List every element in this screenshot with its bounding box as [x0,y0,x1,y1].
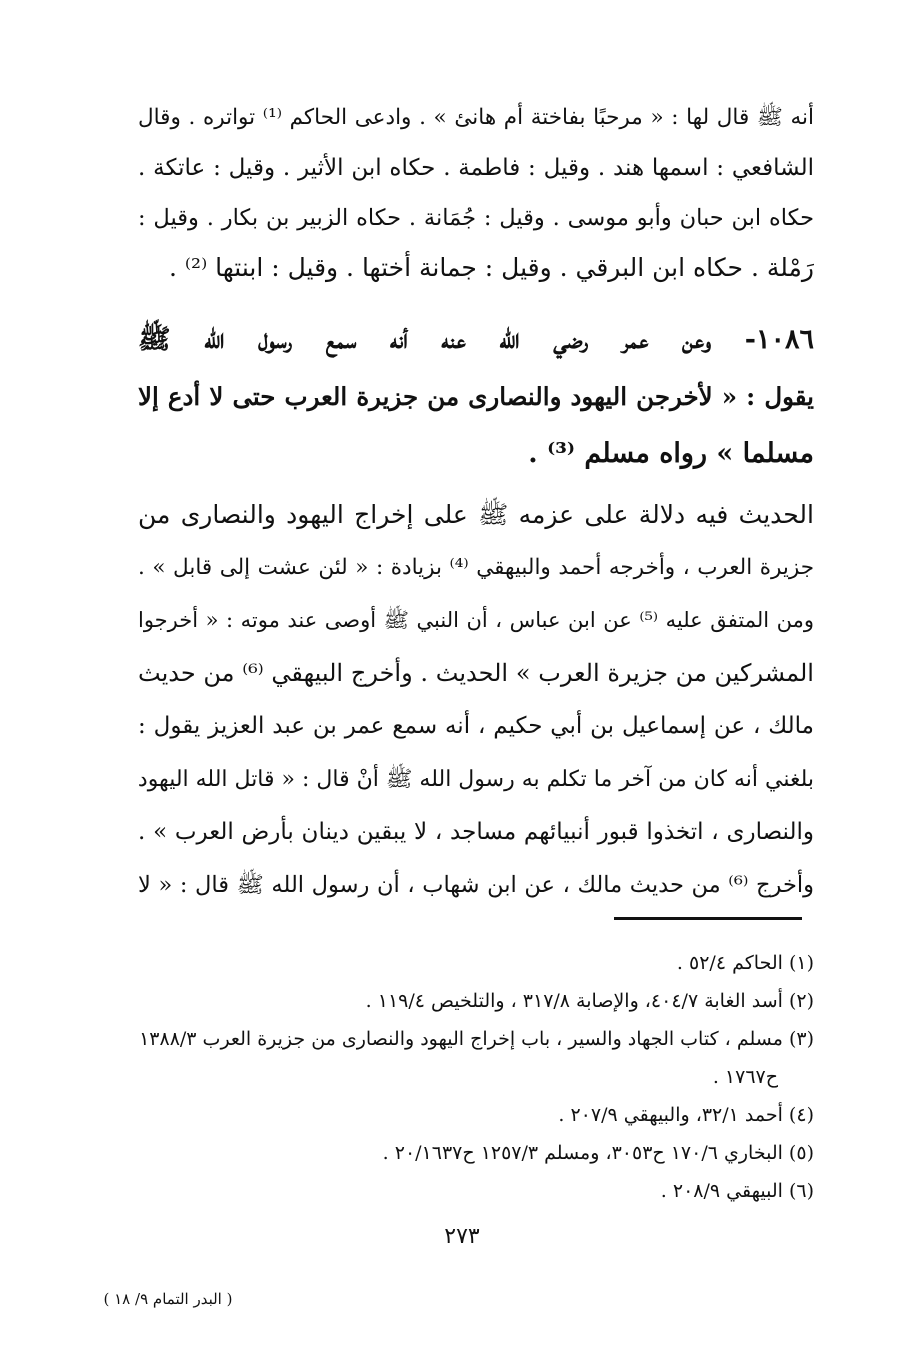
footnote: (٢) أسد الغابة ٤٠٤/٧، والإصابة ٣١٧/٨ ، والتلخيص ١١٩/٤ . [365,990,814,1012]
text-line: المشركين من جزيرة العرب » الحديث . وأخرج البيهقي ⁽⁶⁾ من حديث [138,659,814,687]
footnote-separator [614,917,802,920]
running-footer: ( البدر التمام ٩/ ١٨ ) [103,1290,233,1308]
text-line: حكاه ابن حبان وأبو موسى . وقيل : جُمَانة . حكاه الزبير بن بكار . وقيل : [138,205,814,231]
previous-commentary [138,93,814,293]
hadith-text [138,311,814,482]
text-line: جزيرة العرب ، وأخرجه أحمد والبيهقي ⁽⁴⁾ بزيادة : « لئن عشت إلى قابل » . [138,555,814,580]
text-line: مالك ، عن إسماعيل بن أبي حكيم ، أنه سمع عمر بن عبد العزيز يقول : [138,713,814,739]
text-line: ومن المتفق عليه ⁽⁵⁾ عن ابن عباس ، أن النبي ﷺ أوصى عند موته : « أخرجوا [138,608,814,632]
footnote: (٥) البخاري ١٧٠/٦ ح٣٠٥٣، ومسلم ١٢٥٧/٣ ح٢٠/١٦٣٧ . [382,1142,814,1164]
hadith-line: يقول : « لأخرجن اليهود والنصارى من جزيرة العرب حتى لا أدع إلا [138,382,814,411]
footnote: (١) الحاكم ٥٢/٤ . [676,952,814,974]
footnote: (٦) البيهقي ٢٠٨/٩ . [660,1180,814,1202]
hadith-commentary [138,488,814,912]
text-line: والنصارى ، اتخذوا قبور أنبيائهم مساجد ، لا يبقين دينان بأرض العرب » . [138,819,814,845]
footnote: (٣) مسلم ، كتاب الجهاد والسير ، باب إخراج اليهود والنصارى من جزيرة العرب ١٣٨٨/٣ [139,1028,814,1050]
hadith-line: مسلما » رواه مسلم ⁽³⁾ . [528,438,814,469]
footnote-continuation: ح١٧٦٧ . [712,1066,778,1088]
text-line: الشافعي : اسمها هند . وقيل : فاطمة . حكاه ابن الأثير . وقيل : عاتكة . [138,155,814,181]
footnotes [138,944,814,1210]
text-line: وأخرج ⁽⁶⁾ من حديث مالك ، عن ابن شهاب ، أن رسول الله ﷺ قال : « لا [138,872,814,898]
hadith-line: ١٠٨٦- وعن عمر رضي الله عنه أنه سمع رسول الله ﷺ [138,324,814,355]
text-line: أنه ﷺ قال لها : « مرحبًا بفاختة أم هانئ » . وادعى الحاكم ⁽¹⁾ تواتره . وقال [138,105,814,130]
text-line: رَمْلة . حكاه ابن البرقي . وقيل : جمانة أختها . وقيل : ابنتها ⁽²⁾ . [168,253,814,282]
text-line: بلغني أنه كان من آخر ما تكلم به رسول الله ﷺ أنْ قال : « قاتل الله اليهود [138,767,814,792]
page-number: ٢٧٣ [444,1224,480,1249]
text-line: الحديث فيه دلالة على عزمه ﷺ على إخراج اليهود والنصارى من [138,500,814,529]
footnote: (٤) أحمد ٣٢/١، والبيهقي ٢٠٧/٩ . [558,1104,814,1126]
